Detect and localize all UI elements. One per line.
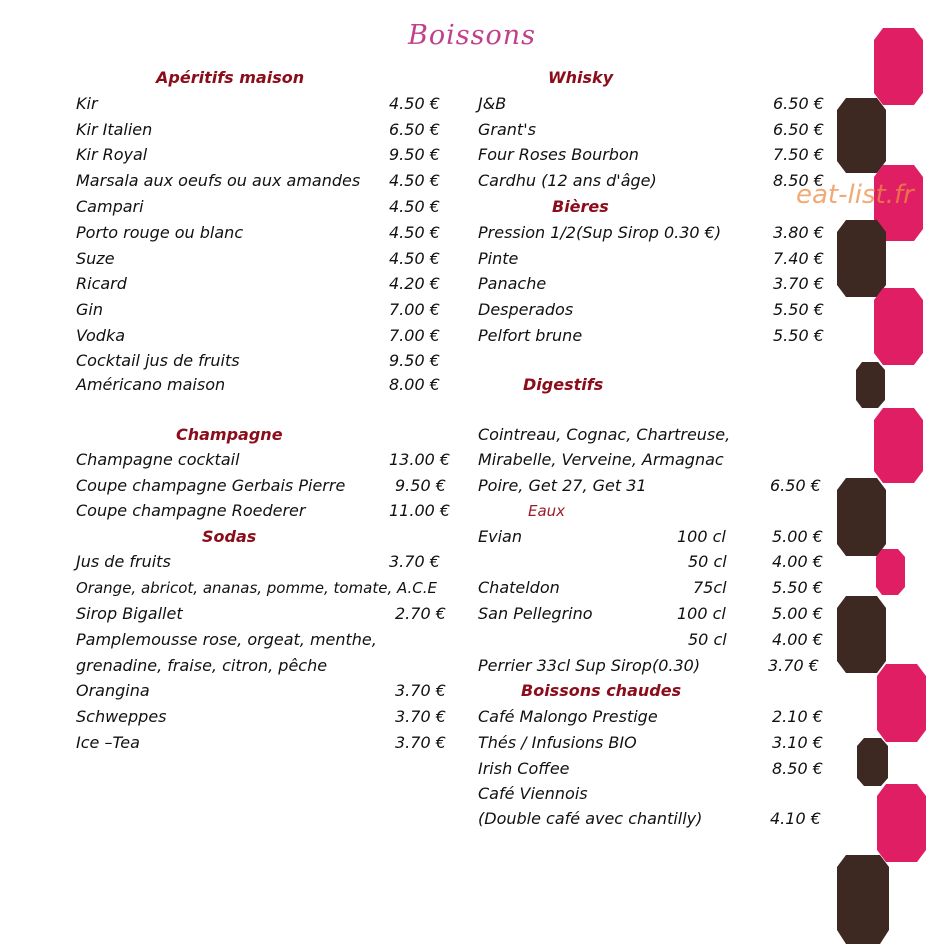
section-heading-aperitifs: Apéritifs maison (156, 68, 305, 87)
item-price: 4.50 € (389, 197, 440, 216)
item-name: Vodka (76, 326, 126, 345)
digestif-line: Cointreau, Cognac, Chartreuse, (478, 425, 731, 444)
item-price: 3.80 € (773, 223, 824, 242)
item-price: 4.50 € (389, 223, 440, 242)
item-price: 5.50 € (772, 578, 823, 597)
item-name: Campari (76, 197, 144, 216)
watermark: eat-list.fr (796, 180, 914, 210)
item-size: 50 cl (688, 630, 727, 649)
item-price: 8.50 € (772, 759, 823, 778)
decorative-octagon-strip (830, 0, 944, 944)
item-price: 3.70 € (395, 733, 446, 752)
decorative-octagon (877, 784, 926, 862)
decorative-octagon (877, 664, 926, 742)
item-price: 3.10 € (772, 733, 823, 752)
item-name: Schweppes (76, 707, 167, 726)
item-size: 100 cl (677, 527, 726, 546)
item-name: Perrier 33cl Sup Sirop(0.30) (478, 656, 701, 675)
item-price: 6.50 € (770, 476, 821, 495)
item-price: 7.40 € (773, 249, 824, 268)
item-name: Pinte (478, 249, 519, 268)
item-price: 4.20 € (389, 274, 440, 293)
item-price: 8.00 € (389, 375, 440, 394)
digestif-line: Poire, Get 27, Get 31 (478, 476, 647, 495)
decorative-octagon (874, 408, 923, 483)
decorative-octagon (874, 288, 923, 365)
item-price: 9.50 € (389, 351, 440, 370)
item-name: Jus de fruits (76, 552, 171, 571)
item-price: 6.50 € (389, 120, 440, 139)
item-size: 75cl (693, 578, 727, 597)
section-heading-bieres: Bières (552, 197, 609, 216)
section-heading-boissons-chaudes: Boissons chaudes (521, 681, 682, 700)
decorative-octagon (857, 738, 888, 786)
item-name: Café Viennois (478, 784, 588, 803)
decorative-octagon (876, 549, 905, 595)
item-price: 5.50 € (773, 300, 824, 319)
page-title: Boissons (408, 20, 536, 51)
item-size: 100 cl (677, 604, 726, 623)
item-price: 4.10 € (770, 809, 821, 828)
item-price: 9.50 € (389, 145, 440, 164)
digestif-line: Mirabelle, Verveine, Armagnac (478, 450, 724, 469)
item-name: J&B (478, 94, 507, 113)
item-name: (Double café avec chantilly) (478, 809, 703, 828)
item-price: 3.70 € (773, 274, 824, 293)
item-price: 5.00 € (772, 527, 823, 546)
item-name: Coupe champagne Roederer (76, 501, 306, 520)
item-price: 4.50 € (389, 94, 440, 113)
section-heading-whisky: Whisky (548, 68, 614, 87)
item-price: 5.50 € (773, 326, 824, 345)
item-price: 8.50 € (773, 171, 824, 190)
item-price: 5.00 € (772, 604, 823, 623)
item-name: Kir (76, 94, 98, 113)
section-heading-sodas: Sodas (202, 527, 257, 546)
decorative-octagon (874, 28, 923, 105)
decorative-octagon (837, 855, 889, 944)
item-name: Champagne cocktail (76, 450, 240, 469)
item-name: Sirop Bigallet (76, 604, 183, 623)
decorative-octagon (837, 596, 886, 673)
item-price: 2.70 € (395, 604, 446, 623)
item-price: 3.70 € (395, 681, 446, 700)
item-name: Panache (478, 274, 547, 293)
decorative-octagon (837, 478, 886, 556)
item-price: 6.50 € (773, 94, 824, 113)
item-name: Cardhu (12 ans d'âge) (478, 171, 657, 190)
item-name: Irish Coffee (478, 759, 570, 778)
section-heading-eaux: Eaux (528, 502, 566, 520)
item-name: Café Malongo Prestige (478, 707, 658, 726)
item-name: Cocktail jus de fruits (76, 351, 240, 370)
item-name: Pelfort brune (478, 326, 583, 345)
item-price: 6.50 € (773, 120, 824, 139)
item-price: 4.00 € (772, 630, 823, 649)
item-price: 4.50 € (389, 249, 440, 268)
item-price: 11.00 € (389, 501, 451, 520)
item-name: Ice –Tea (76, 733, 140, 752)
item-name: Porto rouge ou blanc (76, 223, 244, 242)
item-name: Ricard (76, 274, 127, 293)
item-name: Orange, abricot, ananas, pomme, tomate, A.C.E (76, 579, 438, 597)
item-price: 9.50 € (395, 476, 446, 495)
item-name: Marsala aux oeufs ou aux amandes (76, 171, 361, 190)
item-size: 50 cl (688, 552, 727, 571)
item-price: 3.70 € (395, 707, 446, 726)
item-name: Kir Italien (76, 120, 153, 139)
item-name: Suze (76, 249, 115, 268)
item-price: 4.50 € (389, 171, 440, 190)
decorative-octagon (837, 220, 886, 297)
item-price: 4.00 € (772, 552, 823, 571)
item-name: Pression 1/2(Sup Sirop 0.30 €) (478, 223, 722, 242)
item-name: Kir Royal (76, 145, 148, 164)
decorative-octagon (856, 362, 885, 408)
item-name: Américano maison (76, 375, 226, 394)
item-price: 3.70 € (768, 656, 819, 675)
item-price: 7.50 € (773, 145, 824, 164)
item-price: 7.00 € (389, 300, 440, 319)
item-price: 7.00 € (389, 326, 440, 345)
section-heading-champagne: Champagne (176, 425, 283, 444)
section-heading-digestifs: Digestifs (523, 375, 604, 394)
item-name: San Pellegrino (478, 604, 593, 623)
item-name: Four Roses Bourbon (478, 145, 639, 164)
item-name: Grant's (478, 120, 536, 139)
item-price: 2.10 € (772, 707, 823, 726)
item-name: Pamplemousse rose, orgeat, menthe, (76, 630, 377, 649)
item-name: Orangina (76, 681, 150, 700)
decorative-octagon (837, 98, 886, 173)
item-price: 13.00 € (389, 450, 451, 469)
item-name: Thés / Infusions BIO (478, 733, 637, 752)
item-name: Coupe champagne Gerbais Pierre (76, 476, 346, 495)
item-name: Desperados (478, 300, 574, 319)
item-price: 3.70 € (389, 552, 440, 571)
item-name: Chateldon (478, 578, 560, 597)
item-name: grenadine, fraise, citron, pêche (76, 656, 328, 675)
item-name: Evian (478, 527, 522, 546)
item-name: Gin (76, 300, 103, 319)
